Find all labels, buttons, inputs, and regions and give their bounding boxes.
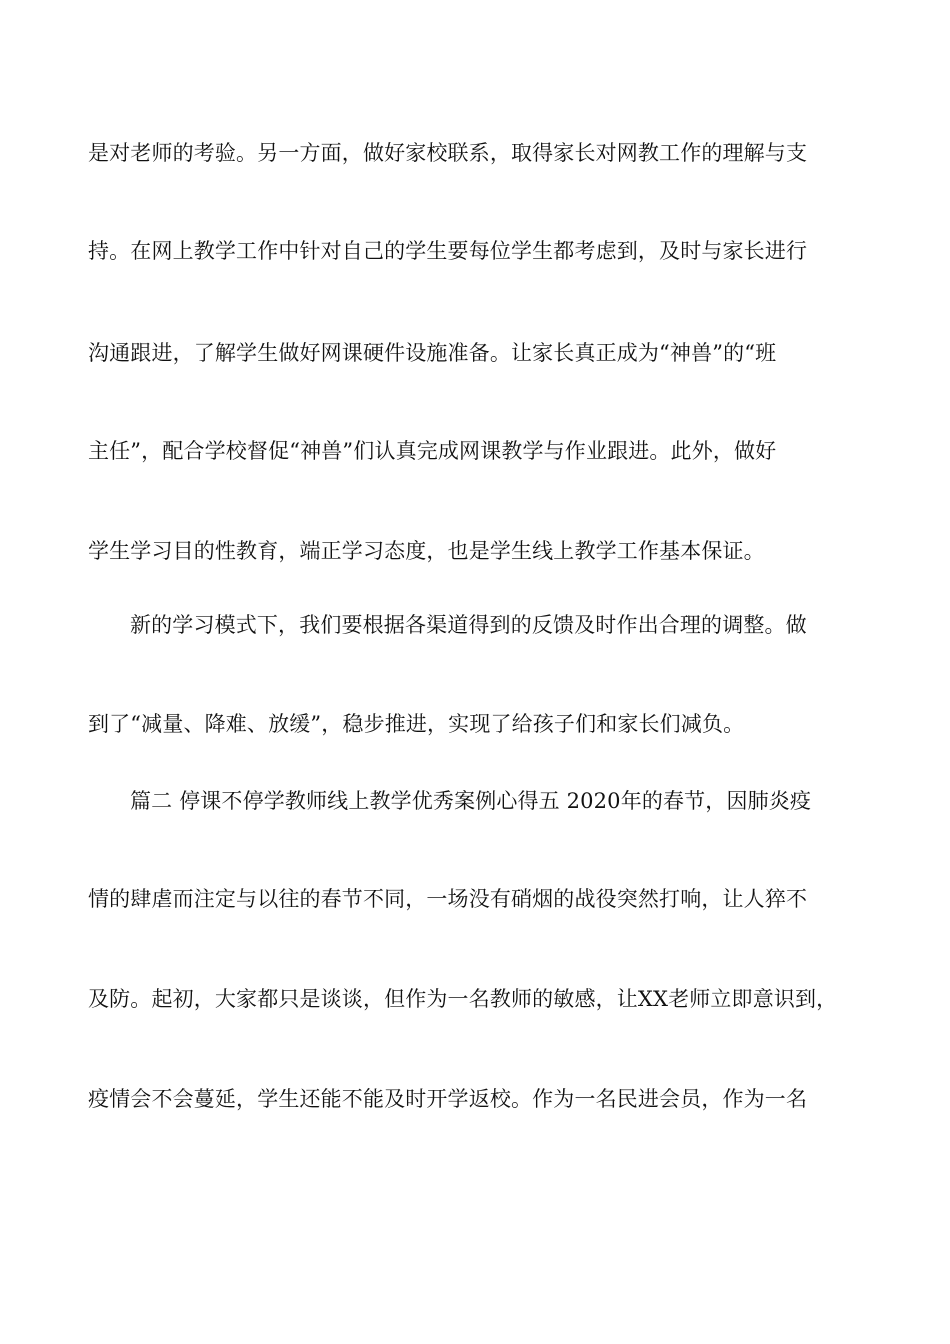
text-line: 主任”，配合学校督促“神兽”们认真完成网课教学与作业跟进。此外，做好 xyxy=(88,439,777,463)
section-heading-line: 篇二 停课不停学教师线上教学优秀案例心得五 2020年的春节，因肺炎疫 xyxy=(130,789,812,813)
text-line: 情的肆虐而注定与以往的春节不同，一场没有硝烟的战役突然打响，让人猝不 xyxy=(88,887,808,911)
text-line: 持。在网上教学工作中针对自己的学生要每位学生都考虑到，及时与家长进行 xyxy=(88,239,808,263)
text-line: 到了“减量、降难、放缓”，稳步推进，实现了给孩子们和家长们减负。 xyxy=(88,712,745,736)
text-line: 疫情会不会蔓延，学生还能不能及时开学返校。作为一名民进会员，作为一名 xyxy=(88,1087,808,1111)
text-line: 学生学习目的性教育，端正学习态度，也是学生线上教学工作基本保证。 xyxy=(88,539,765,563)
text-line: 沟通跟进，了解学生做好网课硬件设施准备。让家长真正成为“神兽”的“班 xyxy=(88,341,777,365)
text-line: 是对老师的考验。另一方面，做好家校联系，取得家长对网教工作的理解与支 xyxy=(88,141,808,165)
text-line: 及防。起初，大家都只是谈谈，但作为一名教师的敏感，让XX老师立即意识到， xyxy=(88,987,838,1011)
paragraph-start-line: 新的学习模式下，我们要根据各渠道得到的反馈及时作出合理的调整。做 xyxy=(130,613,807,637)
